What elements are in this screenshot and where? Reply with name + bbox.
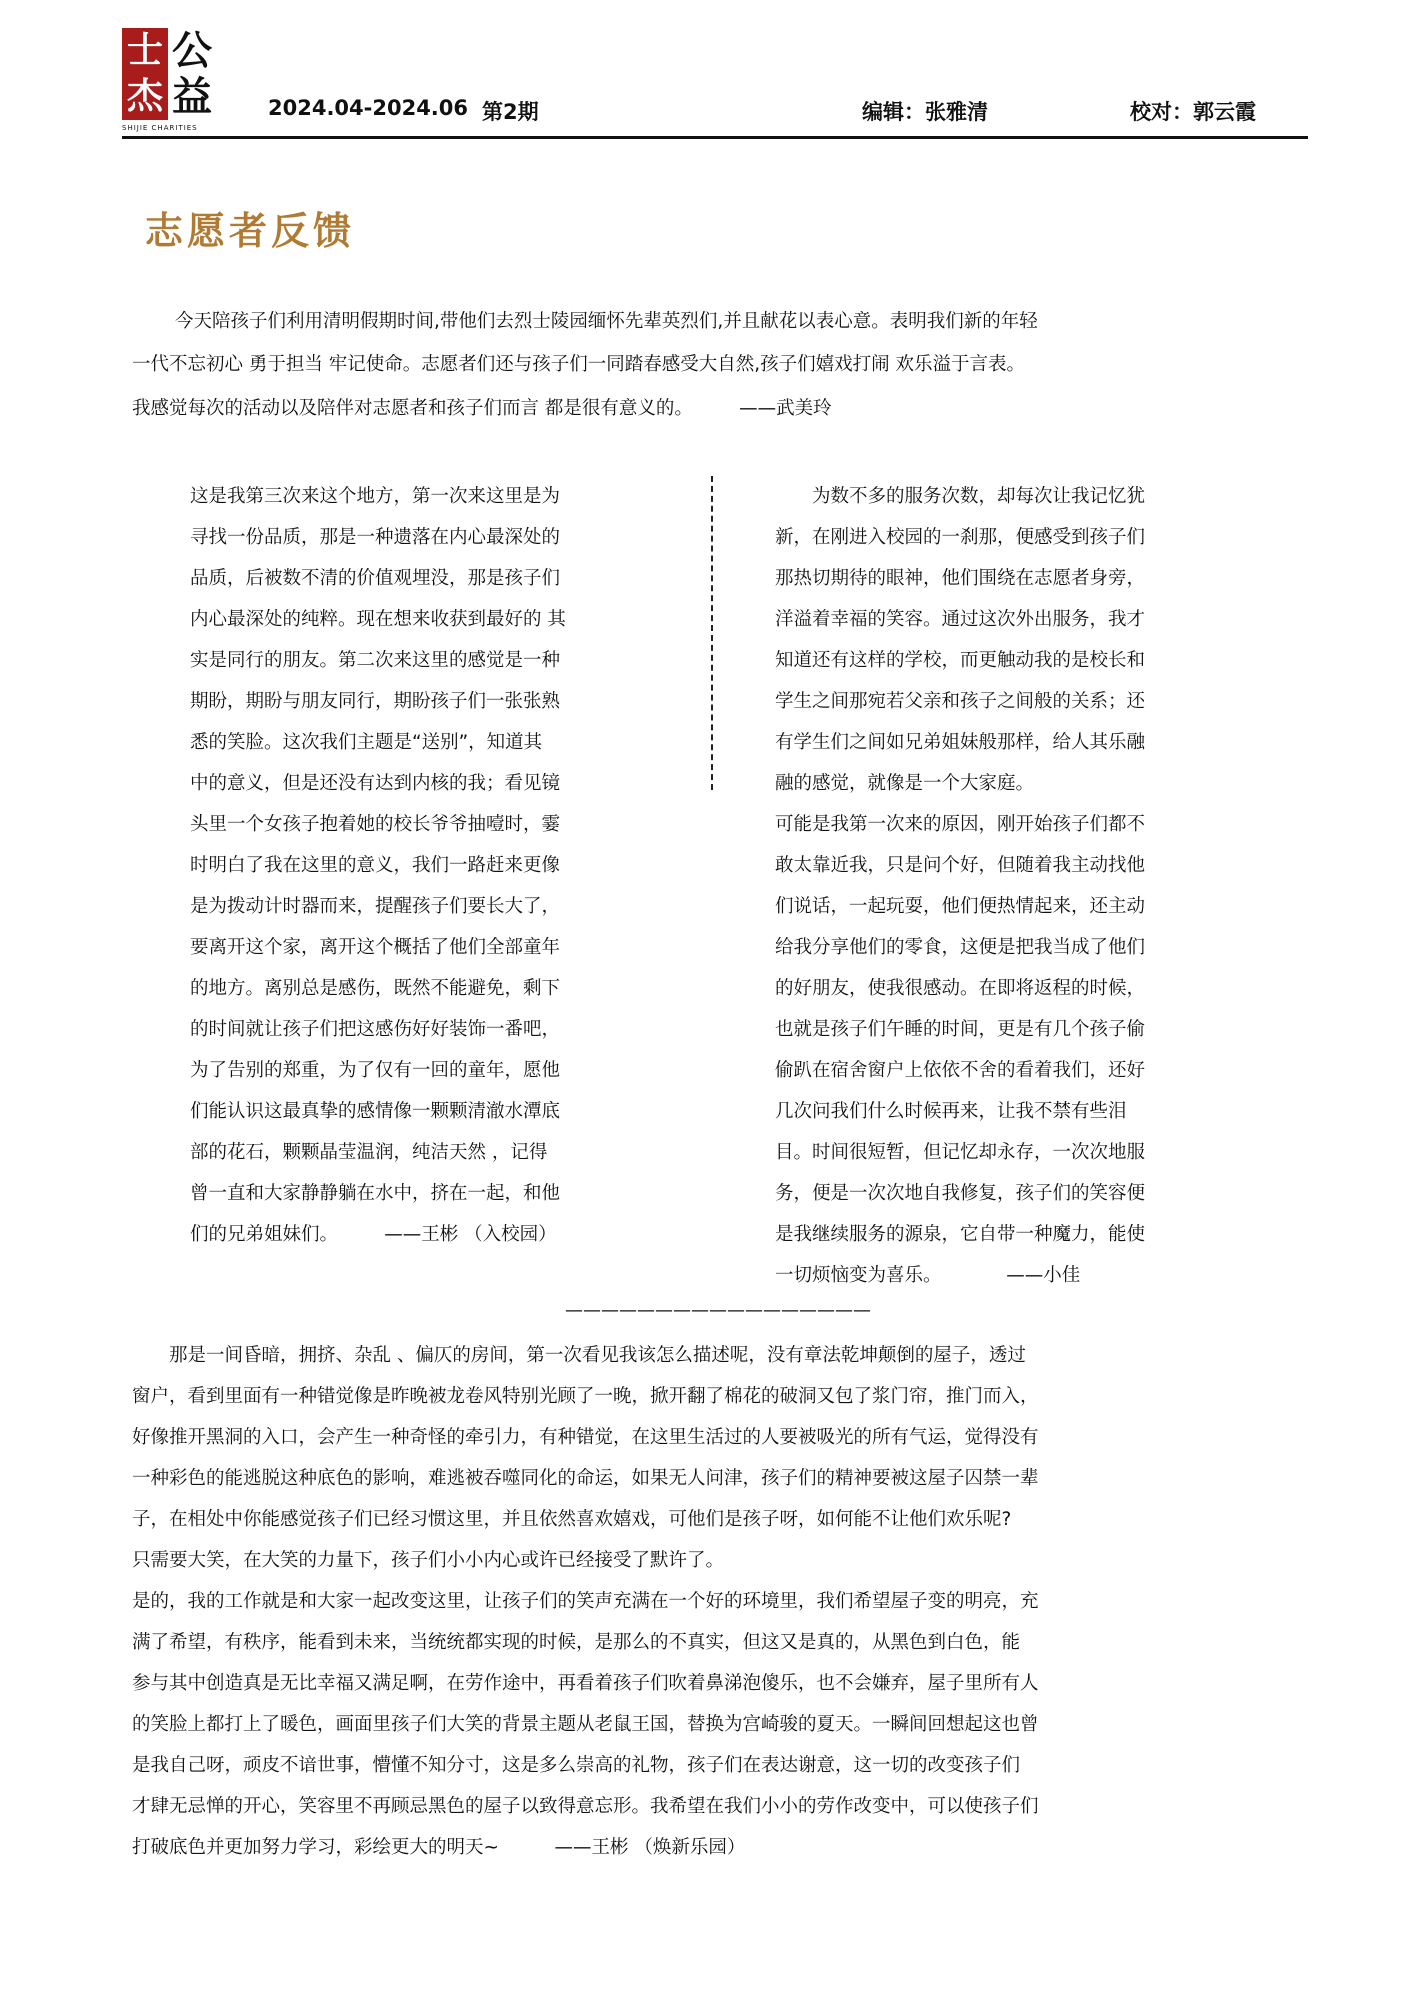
left-line: 部的花石，颗颗晶莹温润，纯洁天然 ，记得: [190, 1142, 548, 1163]
left-line: 实是同行的朋友。第二次来这里的感觉是一种: [190, 650, 561, 671]
logo-char-gong: 公: [172, 28, 212, 74]
bottom-line: 只需要大笑，在大笑的力量下，孩子们小小内心或许已经接受了默许了。: [132, 1550, 725, 1571]
intro-line-3: 我感觉每次的活动以及陪伴对志愿者和孩子们而言 都是很有意义的。 ——武美玲: [132, 398, 832, 419]
left-line: 为了告别的郑重，为了仅有一回的童年，愿他: [190, 1060, 561, 1081]
intro-line-1: 今天陪孩子们利用清明假期时间,带他们去烈士陵园缅怀先辈英烈们,并且献花以表心意。表明我们新的年轻: [175, 311, 1038, 332]
left-line: 中的意义，但是还没有达到内核的我；看见镜: [190, 773, 561, 794]
bottom-line: 的笑脸上都打上了暖色，画面里孩子们大笑的背景主题从老鼠王国，替换为宫崎骏的夏天。一瞬间回想起这也曾: [132, 1714, 1039, 1735]
bottom-line: 打破底色并更加努力学习，彩绘更大的明天~ ——王彬 （焕新乐园）: [132, 1837, 746, 1858]
left-line: 悉的笑脸。这次我们主题是“送别”，知道其: [190, 732, 543, 753]
right-line: 敢太靠近我，只是问个好，但随着我主动找他: [775, 855, 1146, 876]
right-line: 给我分享他们的零食，这便是把我当成了他们: [775, 937, 1146, 958]
left-line: 内心最深处的纯粹。现在想来收获到最好的 其: [190, 609, 566, 630]
left-line: 品质，后被数不清的价值观埋没，那是孩子们: [190, 568, 561, 589]
logo-char-yi: 益: [172, 74, 212, 120]
right-line: 们说话，一起玩耍，他们便热情起来，还主动: [775, 896, 1146, 917]
left-line: 头里一个女孩子抱着她的校长爷爷抽噎时，霎: [190, 814, 561, 835]
left-line: 们的兄弟姐妹们。 ——王彬 （入校园）: [190, 1224, 557, 1245]
bottom-line: 参与其中创造真是无比幸福又满足啊，在劳作途中，再看着孩子们吹着鼻涕泡傻乐，也不会嫌弃，屋子里所有人: [132, 1673, 1039, 1694]
issue-number: 第2期: [482, 100, 539, 124]
left-column: [190, 476, 566, 1255]
intro-line-2: 一代不忘初心 勇于担当 牢记使命。志愿者们还与孩子们一同踏春感受大自然,孩子们嬉戏打闹 欢乐溢于言表。: [132, 354, 1026, 375]
right-line: 几次问我们什么时候再来，让我不禁有些泪: [775, 1101, 1127, 1122]
proofreader-credit: 校对：郭云霞: [1130, 100, 1256, 124]
header-rule: [122, 136, 1308, 139]
issue-date-range: 2024.04-2024.06: [268, 96, 469, 120]
right-line: 融的感觉，就像是一个大家庭。: [775, 773, 1035, 794]
right-line: 也就是孩子们午睡的时间，更是有几个孩子偷: [775, 1019, 1146, 1040]
right-line: 为数不多的服务次数，却每次让我记忆犹: [775, 486, 1146, 507]
left-line: 期盼，期盼与朋友同行，期盼孩子们一张张熟: [190, 691, 561, 712]
right-line: 是我继续服务的源泉，它自带一种魔力，能使: [775, 1224, 1146, 1245]
logo-char-shi: 士: [126, 30, 163, 71]
right-line: 偷趴在宿舍窗户上依依不舍的看着我们，还好: [775, 1060, 1146, 1081]
right-line: 知道还有这样的学校，而更触动我的是校长和: [775, 650, 1146, 671]
right-line: 洋溢着幸福的笑容。通过这次外出服务，我才: [775, 609, 1146, 630]
bottom-line: 好像推开黑洞的入口，会产生一种奇怪的牵引力，有种错觉，在这里生活过的人要被吸光的所有气运，觉得没有: [132, 1427, 1039, 1448]
left-line: 寻找一份品质，那是一种遗落在内心最深处的: [190, 527, 561, 548]
left-line: 的地方。离别总是感伤，既然不能避免，剩下: [190, 978, 561, 999]
left-line: 的时间就让孩子们把这感伤好好装饰一番吧，: [190, 1019, 561, 1040]
logo-red-block: [122, 28, 168, 120]
bottom-line: 那是一间昏暗，拥挤、杂乱 、偏仄的房间，第一次看见我该怎么描述呢，没有章法乾坤颠倒的屋子，透过: [132, 1345, 1026, 1366]
left-line: 们能认识这最真挚的感情像一颗颗清澈水潭底: [190, 1101, 561, 1122]
left-line: 这是我第三次来这个地方，第一次来这里是为: [190, 486, 561, 507]
bottom-line: 窗户，看到里面有一种错觉像是昨晚被龙卷风特别光顾了一晚，掀开翻了棉花的破洞又包了浆门帘，推门而入，: [132, 1386, 1039, 1407]
left-line: 是为拨动计时器而来，提醒孩子们要长大了，: [190, 896, 561, 917]
bottom-line: 是我自己呀，顽皮不谙世事，懵懂不知分寸，这是多么崇高的礼物，孩子们在表达谢意，这一切的改变孩子们: [132, 1755, 1021, 1776]
right-line: 新，在刚进入校园的一刹那，便感受到孩子们: [775, 527, 1146, 548]
right-line: 的好朋友，使我很感动。在即将返程的时候，: [775, 978, 1146, 999]
bottom-line: 一种彩色的能逃脱这种底色的影响，难逃被吞噬同化的命运，如果无人问津，孩子们的精神要被这屋子囚禁一辈: [132, 1468, 1039, 1489]
bottom-line: 满了希望，有秩序，能看到未来，当统统都实现的时候，是那么的不真实，但这又是真的，从黑色到白色，能: [132, 1632, 1021, 1653]
section-divider: —————————————————: [565, 1300, 871, 1321]
section-title: 志愿者反馈: [145, 209, 356, 253]
right-line: 学生之间那宛若父亲和孩子之间般的关系；还: [775, 691, 1146, 712]
logo-char-jie: 杰: [126, 76, 163, 117]
left-line: 要离开这个家，离开这个概括了他们全部童年: [190, 937, 561, 958]
right-line: 可能是我第一次来的原因，刚开始孩子们都不: [775, 814, 1146, 835]
bottom-paragraph: [132, 1335, 1039, 1868]
right-line: 目。时间很短暂，但记忆却永存，一次次地服: [775, 1142, 1146, 1163]
logo-subtitle: SHIJIE CHARITIES: [122, 124, 198, 132]
bottom-line: 才肆无忌惮的开心，笑容里不再顾忌黑色的屋子以致得意忘形。我希望在我们小小的劳作改变中，可以使孩子们: [132, 1796, 1039, 1817]
left-line: 曾一直和大家静静躺在水中，挤在一起，和他: [190, 1183, 561, 1204]
right-line: 一切烦恼变为喜乐。 ——小佳: [775, 1265, 1081, 1286]
bottom-line: 是的，我的工作就是和大家一起改变这里，让孩子们的笑声充满在一个好的环境里，我们希望屋子变的明亮，充: [132, 1591, 1039, 1612]
left-line: 时明白了我在这里的意义，我们一路赶来更像: [190, 855, 561, 876]
bottom-line: 子，在相处中你能感觉孩子们已经习惯这里，并且依然喜欢嬉戏，可他们是孩子呀，如何能不让他们欢乐呢?: [132, 1509, 1012, 1530]
right-line: 有学生们之间如兄弟姐妹般那样，给人其乐融: [775, 732, 1146, 753]
logo: [122, 24, 222, 134]
column-divider: [711, 476, 713, 790]
right-line: 那热切期待的眼神，他们围绕在志愿者身旁，: [775, 568, 1146, 589]
logo-black-block: [172, 28, 222, 120]
right-column: [775, 476, 1145, 1296]
right-line: 务，便是一次次地自我修复，孩子们的笑容便: [775, 1183, 1146, 1204]
editor-credit: 编辑：张雅清: [862, 100, 988, 124]
